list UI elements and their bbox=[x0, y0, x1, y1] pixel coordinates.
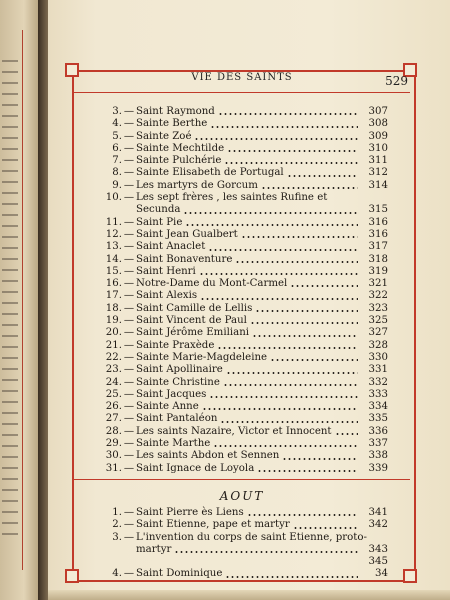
dot-leader bbox=[224, 162, 358, 164]
entry-title: Saint Camille de Lellis bbox=[136, 302, 253, 314]
entry-page: 311 bbox=[368, 155, 388, 167]
entry-page: 333 bbox=[368, 388, 388, 400]
entry-page: 325 bbox=[368, 315, 388, 327]
entry-title: Saint Pie bbox=[136, 216, 183, 228]
august-entries bbox=[96, 507, 388, 581]
entry-dash: — bbox=[123, 425, 135, 437]
entry-number: 13. bbox=[105, 241, 122, 253]
toc-entry bbox=[96, 463, 388, 475]
entry-dash: — bbox=[123, 179, 135, 191]
entry-number: 7. bbox=[112, 155, 122, 167]
entry-title: Saint Jean Gualbert bbox=[136, 228, 238, 240]
entry-page: 341 bbox=[368, 506, 388, 518]
toc-entry bbox=[96, 507, 388, 519]
dot-leader bbox=[202, 408, 358, 410]
entry-title: Saint Henri bbox=[136, 265, 196, 277]
entry-number: 9. bbox=[112, 179, 122, 191]
entry-number: 21. bbox=[105, 339, 122, 351]
entry-page: 328 bbox=[368, 339, 388, 351]
facing-page-border bbox=[22, 30, 23, 570]
toc-entry bbox=[96, 438, 388, 450]
entry-title: Sainte Mechtilde bbox=[136, 142, 225, 154]
entry-number: 23. bbox=[105, 364, 122, 376]
dot-leader bbox=[218, 113, 358, 115]
entry-page: 334 bbox=[368, 401, 388, 413]
entry-page: 312 bbox=[368, 167, 388, 179]
entry-title: Sainte Zoé bbox=[136, 130, 192, 142]
entry-title: L'invention du corps de saint Etienne, proto- bbox=[136, 531, 367, 543]
entry-title: Saint Jérôme Emiliani bbox=[136, 327, 250, 339]
entry-number: 4. bbox=[112, 568, 122, 580]
entry-title: Sainte Marie-Magdeleine bbox=[136, 351, 268, 363]
page-bottom-edge bbox=[48, 590, 450, 600]
entry-number: 25. bbox=[105, 388, 122, 400]
dot-leader bbox=[270, 359, 358, 361]
entry-title: Saint Vincent de Paul bbox=[136, 315, 247, 327]
entry-page: 345 bbox=[368, 556, 388, 568]
entry-title: Les sept frères , les saintes Rufine et bbox=[136, 192, 328, 204]
entry-page: 318 bbox=[368, 253, 388, 265]
entry-dash: — bbox=[123, 413, 135, 425]
dot-leader bbox=[209, 396, 358, 398]
entry-dash: — bbox=[123, 253, 135, 265]
dot-leader bbox=[261, 187, 358, 189]
entry-title: Saint Alexis bbox=[136, 290, 198, 302]
toc-entry bbox=[96, 450, 388, 462]
entry-number: 3. bbox=[112, 106, 122, 117]
toc-entry bbox=[96, 278, 388, 290]
toc-entry bbox=[96, 180, 388, 192]
toc-entry bbox=[96, 556, 388, 568]
entry-page: 307 bbox=[368, 106, 388, 117]
entry-page: 339 bbox=[368, 462, 388, 474]
entry-dash: — bbox=[123, 130, 135, 142]
entry-dash: — bbox=[123, 118, 135, 130]
entry-dash: — bbox=[123, 315, 135, 327]
entry-title: Saint Bonaventure bbox=[136, 253, 233, 265]
facing-page-text bbox=[2, 60, 18, 540]
entry-number: 26. bbox=[105, 401, 122, 413]
entry-dash: — bbox=[123, 364, 135, 376]
entry-number: 15. bbox=[105, 265, 122, 277]
entry-page: 310 bbox=[368, 142, 388, 154]
entry-number: 31. bbox=[105, 462, 122, 474]
entry-title: Secunda bbox=[136, 204, 181, 216]
entry-title: Sainte Pulchérie bbox=[136, 155, 222, 167]
entry-dash: — bbox=[123, 216, 135, 228]
entry-title: Sainte Praxède bbox=[136, 339, 215, 351]
entry-number: 6. bbox=[112, 142, 122, 154]
dot-leader bbox=[227, 150, 358, 152]
dot-leader bbox=[255, 310, 358, 312]
entry-number: 5. bbox=[112, 130, 122, 142]
entry-page: 335 bbox=[368, 413, 388, 425]
toc-entry bbox=[96, 377, 388, 389]
toc-entry bbox=[96, 413, 388, 425]
dot-leader bbox=[210, 126, 358, 128]
entry-page: 336 bbox=[368, 425, 388, 437]
toc-entry bbox=[96, 143, 388, 155]
entry-title: Saint Pierre ès Liens bbox=[136, 506, 244, 518]
entry-dash: — bbox=[123, 450, 135, 462]
entry-page: 316 bbox=[368, 228, 388, 240]
toc-entry bbox=[96, 532, 388, 557]
dot-leader bbox=[200, 298, 358, 300]
entry-number: 10. bbox=[105, 192, 122, 204]
entry-page: 327 bbox=[368, 327, 388, 339]
entry-dash: — bbox=[123, 401, 135, 413]
entry-dash: — bbox=[123, 302, 135, 314]
toc-entry bbox=[96, 426, 388, 438]
toc-entry bbox=[96, 568, 388, 580]
entry-number: 1. bbox=[112, 506, 122, 518]
entry-title: Sainte Christine bbox=[136, 376, 220, 388]
entry-page: 316 bbox=[368, 216, 388, 228]
toc-entry bbox=[96, 217, 388, 229]
dot-leader bbox=[185, 224, 358, 226]
dot-leader bbox=[208, 249, 358, 251]
dot-leader bbox=[174, 551, 358, 553]
entry-page: 34 bbox=[375, 568, 388, 580]
dot-leader bbox=[257, 470, 358, 472]
entry-number: 18. bbox=[105, 302, 122, 314]
dot-leader bbox=[235, 261, 358, 263]
entry-page: 332 bbox=[368, 376, 388, 388]
toc-entry bbox=[96, 192, 388, 217]
entry-number: 2. bbox=[112, 519, 122, 531]
page-number: 529 bbox=[385, 74, 408, 88]
entry-page: 322 bbox=[368, 290, 388, 302]
entry-page: 314 bbox=[368, 179, 388, 191]
entry-title-block bbox=[136, 532, 388, 557]
dot-leader bbox=[293, 527, 358, 529]
facing-page-edge bbox=[0, 0, 40, 600]
dot-leader bbox=[220, 421, 358, 423]
toc-entry bbox=[96, 303, 388, 315]
entry-page: 308 bbox=[368, 118, 388, 130]
entry-dash: — bbox=[123, 438, 135, 450]
entry-number: 16. bbox=[105, 278, 122, 290]
toc-entry bbox=[96, 327, 388, 339]
toc-entry bbox=[96, 340, 388, 352]
entry-title: Saint Ignace de Loyola bbox=[136, 462, 255, 474]
dot-leader bbox=[247, 514, 358, 516]
dot-leader bbox=[225, 576, 358, 578]
entry-number: 20. bbox=[105, 327, 122, 339]
table-of-contents bbox=[96, 106, 388, 581]
entry-page: 323 bbox=[368, 302, 388, 314]
toc-entry bbox=[96, 364, 388, 376]
entry-title: Les saints Nazaire, Victor et Innocent bbox=[136, 425, 332, 437]
entry-dash: — bbox=[123, 106, 135, 117]
entry-dash: — bbox=[123, 376, 135, 388]
entry-title-line bbox=[136, 204, 388, 216]
entry-page: 338 bbox=[368, 450, 388, 462]
entry-title: Notre-Dame du Mont-Carmel bbox=[136, 278, 288, 290]
entry-page: 331 bbox=[368, 364, 388, 376]
entry-title: Saint Raymond bbox=[136, 106, 215, 117]
entry-number: 4. bbox=[112, 118, 122, 130]
section-heading-august: AOUT bbox=[219, 488, 265, 503]
dot-leader bbox=[287, 175, 358, 177]
entry-page: 343 bbox=[368, 543, 388, 555]
entry-dash: — bbox=[123, 228, 135, 240]
toc-entry bbox=[96, 290, 388, 302]
entry-dash: — bbox=[123, 290, 135, 302]
entry-number: 8. bbox=[112, 167, 122, 179]
dot-leader bbox=[223, 384, 358, 386]
dot-leader bbox=[194, 138, 358, 140]
entry-number: 22. bbox=[105, 351, 122, 363]
entry-title: Les saints Abdon et Sennen bbox=[136, 450, 280, 462]
entry-title: Sainte Marthe bbox=[136, 438, 211, 450]
entry-dash: — bbox=[123, 351, 135, 363]
entry-title: Saint Anaclet bbox=[136, 241, 206, 253]
dot-leader bbox=[217, 347, 358, 349]
entry-dash: — bbox=[123, 519, 135, 531]
entry-dash: — bbox=[123, 241, 135, 253]
toc-entry bbox=[96, 118, 388, 130]
entry-number: 14. bbox=[105, 253, 122, 265]
toc-entry bbox=[96, 155, 388, 167]
entry-title-line bbox=[136, 544, 388, 556]
dot-leader bbox=[226, 372, 358, 374]
dot-leader bbox=[213, 445, 358, 447]
entry-title: Les martyrs de Gorcum bbox=[136, 179, 258, 191]
section-rule bbox=[74, 479, 410, 480]
toc-entry bbox=[96, 401, 388, 413]
entry-page: 330 bbox=[368, 351, 388, 363]
entry-dash: — bbox=[123, 278, 135, 290]
entry-dash: — bbox=[123, 265, 135, 277]
dot-leader bbox=[252, 335, 358, 337]
entry-dash: — bbox=[123, 388, 135, 400]
entry-page: 321 bbox=[368, 278, 388, 290]
entry-title: Saint Etienne, pape et martyr bbox=[136, 519, 290, 531]
toc-entry bbox=[96, 131, 388, 143]
entry-dash: — bbox=[123, 142, 135, 154]
entry-title-line bbox=[136, 192, 388, 204]
entry-dash: — bbox=[123, 339, 135, 351]
dot-leader bbox=[335, 433, 358, 435]
entry-dash: — bbox=[123, 568, 135, 580]
entry-number: 3. bbox=[112, 531, 122, 543]
entry-page: 317 bbox=[368, 241, 388, 253]
header-rule bbox=[74, 92, 410, 93]
dot-leader bbox=[241, 236, 358, 238]
entry-title: Sainte Anne bbox=[136, 401, 199, 413]
toc-entry bbox=[96, 106, 388, 118]
entry-number: 12. bbox=[105, 228, 122, 240]
dot-leader bbox=[282, 458, 358, 460]
dot-leader bbox=[290, 285, 358, 287]
dot-leader bbox=[199, 273, 358, 275]
toc-entry bbox=[96, 352, 388, 364]
entry-number: 17. bbox=[105, 290, 122, 302]
entry-number: 27. bbox=[105, 413, 122, 425]
toc-entry bbox=[96, 315, 388, 327]
toc-entry bbox=[96, 266, 388, 278]
dot-leader bbox=[183, 212, 358, 214]
frame-corner-ornament bbox=[403, 569, 417, 583]
entry-page: 319 bbox=[368, 265, 388, 277]
entry-page: 337 bbox=[368, 438, 388, 450]
entry-page: 342 bbox=[368, 519, 388, 531]
toc-entry bbox=[96, 241, 388, 253]
entry-dash: — bbox=[123, 327, 135, 339]
entry-page: 315 bbox=[368, 204, 388, 216]
entry-dash: — bbox=[123, 192, 135, 204]
entry-number: 19. bbox=[105, 315, 122, 327]
entry-title-block bbox=[136, 192, 388, 217]
running-head: VIE DES SAINTS bbox=[191, 72, 293, 83]
entry-title: Saint Jacques bbox=[136, 388, 207, 400]
entry-title: Saint Apollinaire bbox=[136, 364, 223, 376]
entry-title: martyr bbox=[136, 543, 172, 555]
toc-entry bbox=[96, 519, 388, 531]
entry-dash: — bbox=[123, 167, 135, 179]
entry-number: 30. bbox=[105, 450, 122, 462]
toc-entry bbox=[96, 229, 388, 241]
entry-dash: — bbox=[123, 462, 135, 474]
entry-title: Saint Pantaléon bbox=[136, 413, 218, 425]
dot-leader bbox=[250, 322, 358, 324]
entry-dash: — bbox=[123, 506, 135, 518]
entry-title: Sainte Elisabeth de Portugal bbox=[136, 167, 284, 179]
entry-number: 29. bbox=[105, 438, 122, 450]
toc-entry bbox=[96, 167, 388, 179]
entry-page: 309 bbox=[368, 130, 388, 142]
entry-number: 28. bbox=[105, 425, 122, 437]
july-entries bbox=[96, 106, 388, 475]
entry-number: 24. bbox=[105, 376, 122, 388]
entry-title: Saint Dominique bbox=[136, 568, 223, 580]
entry-title: Sainte Berthe bbox=[136, 118, 208, 130]
entry-dash: — bbox=[123, 155, 135, 167]
entry-dash: — bbox=[123, 531, 135, 543]
entry-number: 11. bbox=[105, 216, 122, 228]
entry-title-line bbox=[136, 532, 388, 544]
frame-corner-ornament bbox=[65, 569, 79, 583]
toc-entry bbox=[96, 389, 388, 401]
toc-entry bbox=[96, 254, 388, 266]
